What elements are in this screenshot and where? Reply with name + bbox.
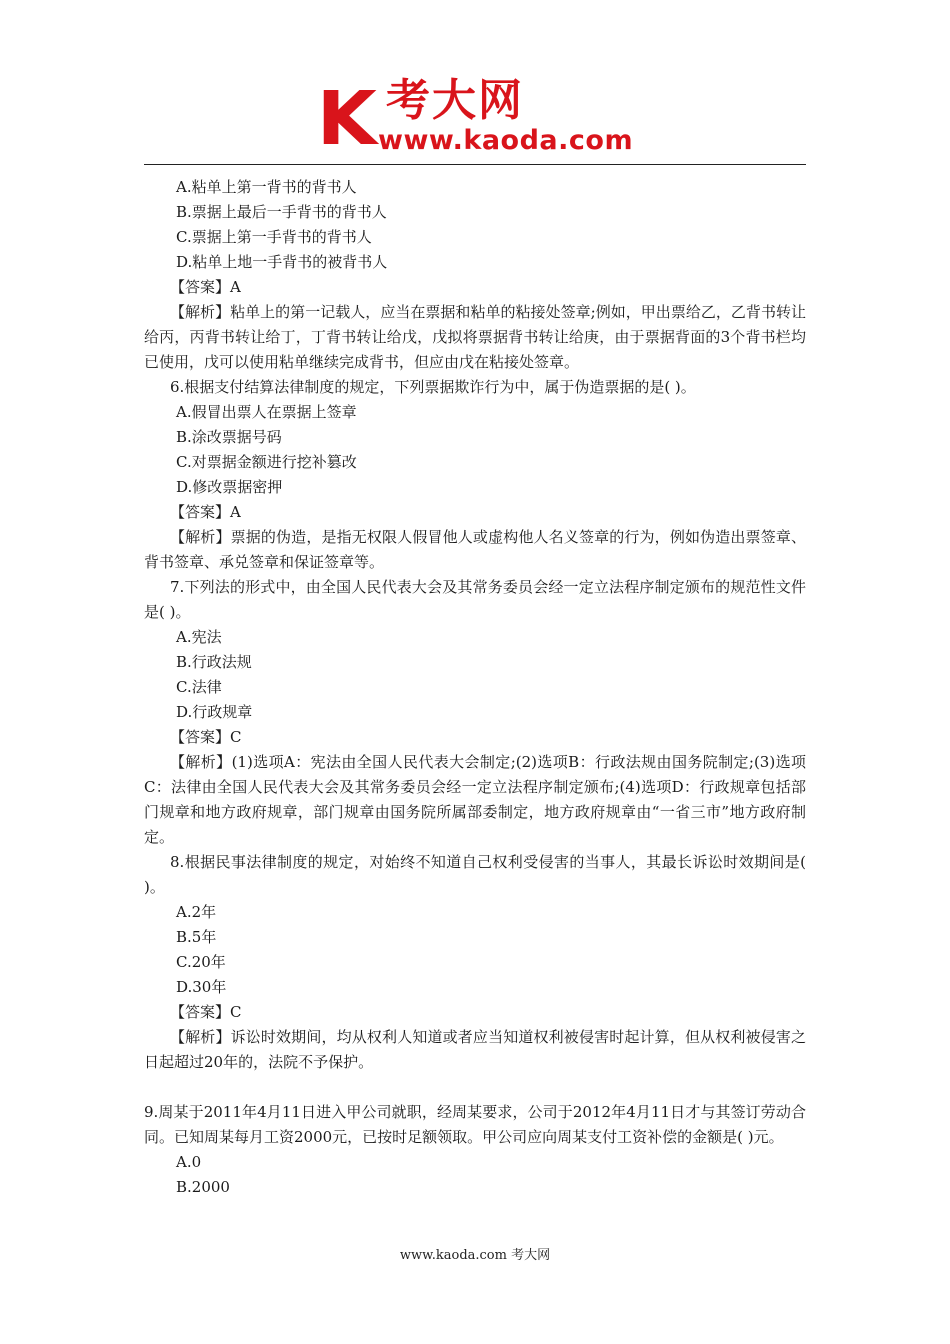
q7-stem: 7.下列法的形式中，由全国人民代表大会及其常务委员会经一定立法程序制定颁布的规范性文件是( )。 [144, 578, 806, 621]
q9-option-b: B.2000 [176, 1178, 230, 1196]
q9-stem: 9.周某于2011年4月11日进入甲公司就职，经周某要求，公司于2012年4月11日才与其签订劳动合同。已知周某每月工资2000元，已按时足额领取。甲公司应向周某支付工资补偿的金额是( )元。 [144, 1103, 806, 1146]
q6-stem: 6.根据支付结算法律制度的规定，下列票据欺诈行为中，属于伪造票据的是( )。 [170, 378, 696, 396]
logo-chinese-name: 考大网 [386, 75, 524, 126]
q5-option-a: A.粘单上第一背书的背书人 [176, 178, 357, 196]
q7-option-a: A.宪法 [176, 628, 222, 646]
blank-line [144, 1075, 806, 1100]
q7-option-b: B.行政法规 [176, 653, 252, 671]
q6-answer: 【答案】A [170, 503, 241, 521]
q6-option-d: D.修改票据密押 [176, 478, 283, 496]
q5-option-b: B.票据上最后一手背书的背书人 [176, 203, 387, 221]
q6-option-a: A.假冒出票人在票据上签章 [176, 403, 357, 421]
header-divider [144, 164, 806, 165]
document-body [144, 175, 806, 1200]
q8-option-d: D.30年 [176, 978, 227, 996]
q5-option-c: C.票据上第一手背书的背书人 [176, 228, 372, 246]
q5-option-d: D.粘单上地一手背书的被背书人 [176, 253, 388, 271]
page-header [0, 0, 950, 170]
q5-answer: 【答案】A [170, 278, 241, 296]
kaoda-logo [316, 75, 638, 162]
q8-analysis: 【解析】诉讼时效期间，均从权利人知道或者应当知道权利被侵害时起计算，但从权利被侵害之日起超过20年的，法院不予保护。 [144, 1028, 806, 1071]
logo-letter: K [316, 76, 377, 162]
q7-option-c: C.法律 [176, 678, 222, 696]
q5-analysis: 【解析】粘单上的第一记载人，应当在票据和粘单的粘接处签章;例如，甲出票给乙，乙背书转让给丙，丙背书转让给丁，丁背书转让给戊，戊拟将票据背书转让给庚，由于票据背面的3个背书栏均已使用，戊可以使用粘单继续完成背书，但应由戊在粘接处签章。 [144, 303, 806, 371]
q8-option-b: B.5年 [176, 928, 217, 946]
q8-option-c: C.20年 [176, 953, 226, 971]
logo-url: www.kaoda.com [378, 125, 634, 156]
q8-answer: 【答案】C [170, 1003, 242, 1021]
q9-option-a: A.0 [176, 1153, 202, 1171]
page-footer: www.kaoda.com 考大网 [399, 1248, 551, 1263]
q6-option-b: B.涂改票据号码 [176, 428, 282, 446]
q7-answer: 【答案】C [170, 728, 242, 746]
q7-option-d: D.行政规章 [176, 703, 253, 721]
q8-stem: 8.根据民事法律制度的规定，对始终不知道自己权利受侵害的当事人，其最长诉讼时效期间是( )。 [144, 853, 806, 896]
q6-option-c: C.对票据金额进行挖补篡改 [176, 453, 357, 471]
q6-analysis: 【解析】票据的伪造，是指无权限人假冒他人或虚构他人名义签章的行为，例如伪造出票签章、背书签章、承兑签章和保证签章等。 [144, 528, 806, 571]
q7-analysis: 【解析】(1)选项A：宪法由全国人民代表大会制定;(2)选项B：行政法规由国务院制定;(3)选项C：法律由全国人民代表大会及其常务委员会经一定立法程序制定颁布;(4)选项D：行政规章包括部门规章和地方政府规章，部门规章由国务院所属部委制定，地方政府规章由“一省三市”地方政府制定。 [144, 753, 806, 846]
q8-option-a: A.2年 [176, 903, 217, 921]
